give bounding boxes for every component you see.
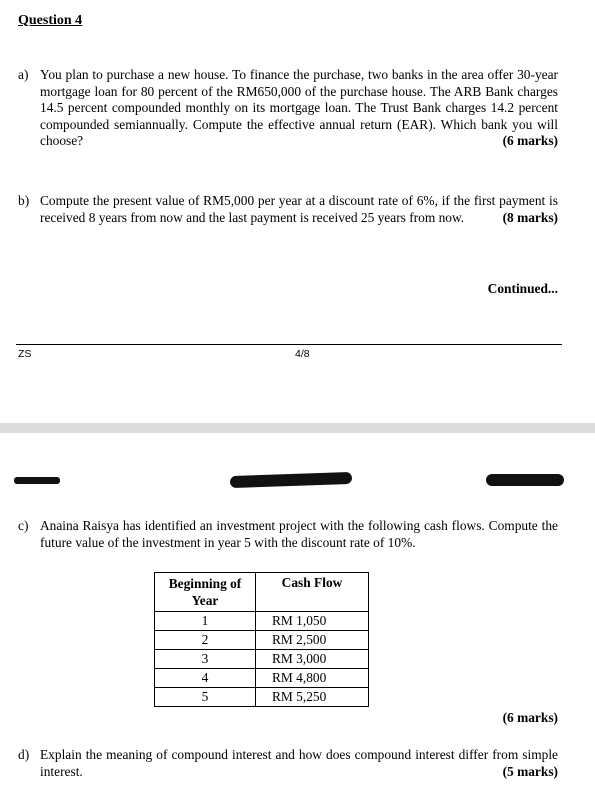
question-b-text-block [40, 193, 558, 226]
redaction-mark-right [486, 474, 564, 486]
table-row [155, 688, 369, 707]
question-a-label: a) [18, 67, 29, 82]
question-d [18, 747, 558, 780]
header-cash-flow: Cash Flow [256, 573, 369, 612]
footer-initials: ZS [18, 348, 32, 360]
question-c-label: c) [18, 518, 29, 533]
question-a-text-block [40, 67, 558, 150]
question-b-text: Compute the present value of RM5,000 per year at a discount rate of 6%, if the first payment is received 8 years from now and the last payment is received 25 years from now. [40, 193, 558, 225]
cash-flow-table [154, 572, 369, 707]
question-b-marks: (8 marks) [502, 209, 558, 225]
page-separator [0, 423, 595, 433]
question-a-marks: (6 marks) [502, 133, 558, 148]
footer-divider [16, 344, 562, 345]
header-beginning-of-year: Beginning of Year [155, 573, 256, 612]
cash-flow-cell: RM 3,000 [256, 650, 369, 669]
year-cell: 2 [155, 631, 256, 650]
redaction-mark-center [230, 472, 352, 488]
question-c [18, 518, 558, 551]
table-row [155, 669, 369, 688]
question-d-text: Explain the meaning of compound interest and how does compound interest differ from simple interest. [40, 747, 558, 779]
year-cell: 3 [155, 650, 256, 669]
cash-flow-cell: RM 1,050 [256, 612, 369, 631]
question-title: Question 4 [18, 13, 83, 28]
footer-page-number: 4/8 [295, 348, 310, 360]
question-c-text: Anaina Raisya has identified an investment project with the following cash flows. Compute the future value of the investment in year 5 with the discount rate of 10%. [40, 518, 558, 550]
table-row [155, 650, 369, 669]
cash-flow-cell: RM 4,800 [256, 669, 369, 688]
question-b-label: b) [18, 193, 30, 208]
cash-flow-cell: RM 5,250 [256, 688, 369, 707]
table-row [155, 612, 369, 631]
redaction-mark-left [14, 477, 60, 484]
question-c-text-block [40, 518, 558, 551]
cash-flow-cell: RM 2,500 [256, 631, 369, 650]
question-b [18, 193, 558, 226]
question-a-text: You plan to purchase a new house. To finance the purchase, two banks in the area offer 30-year mortgage loan for 80 percent of the RM650,000 of the purchase house. The ARB Bank charges 14.5 percent compounded monthly on its mortgage loan. The Trust Bank charges 14.2 percent compounded semiannually. Compute the effective annual return (EAR). Which bank you will choose? [40, 67, 558, 148]
continued-label: Continued... [487, 281, 558, 296]
question-d-marks: (5 marks) [502, 763, 558, 779]
question-c-marks: (6 marks) [502, 710, 558, 725]
question-d-label: d) [18, 747, 30, 762]
question-d-text-block [40, 747, 558, 780]
table-row [155, 631, 369, 650]
year-cell: 4 [155, 669, 256, 688]
question-a [18, 67, 558, 150]
year-cell: 5 [155, 688, 256, 707]
year-cell: 1 [155, 612, 256, 631]
table-header-row [155, 573, 369, 612]
